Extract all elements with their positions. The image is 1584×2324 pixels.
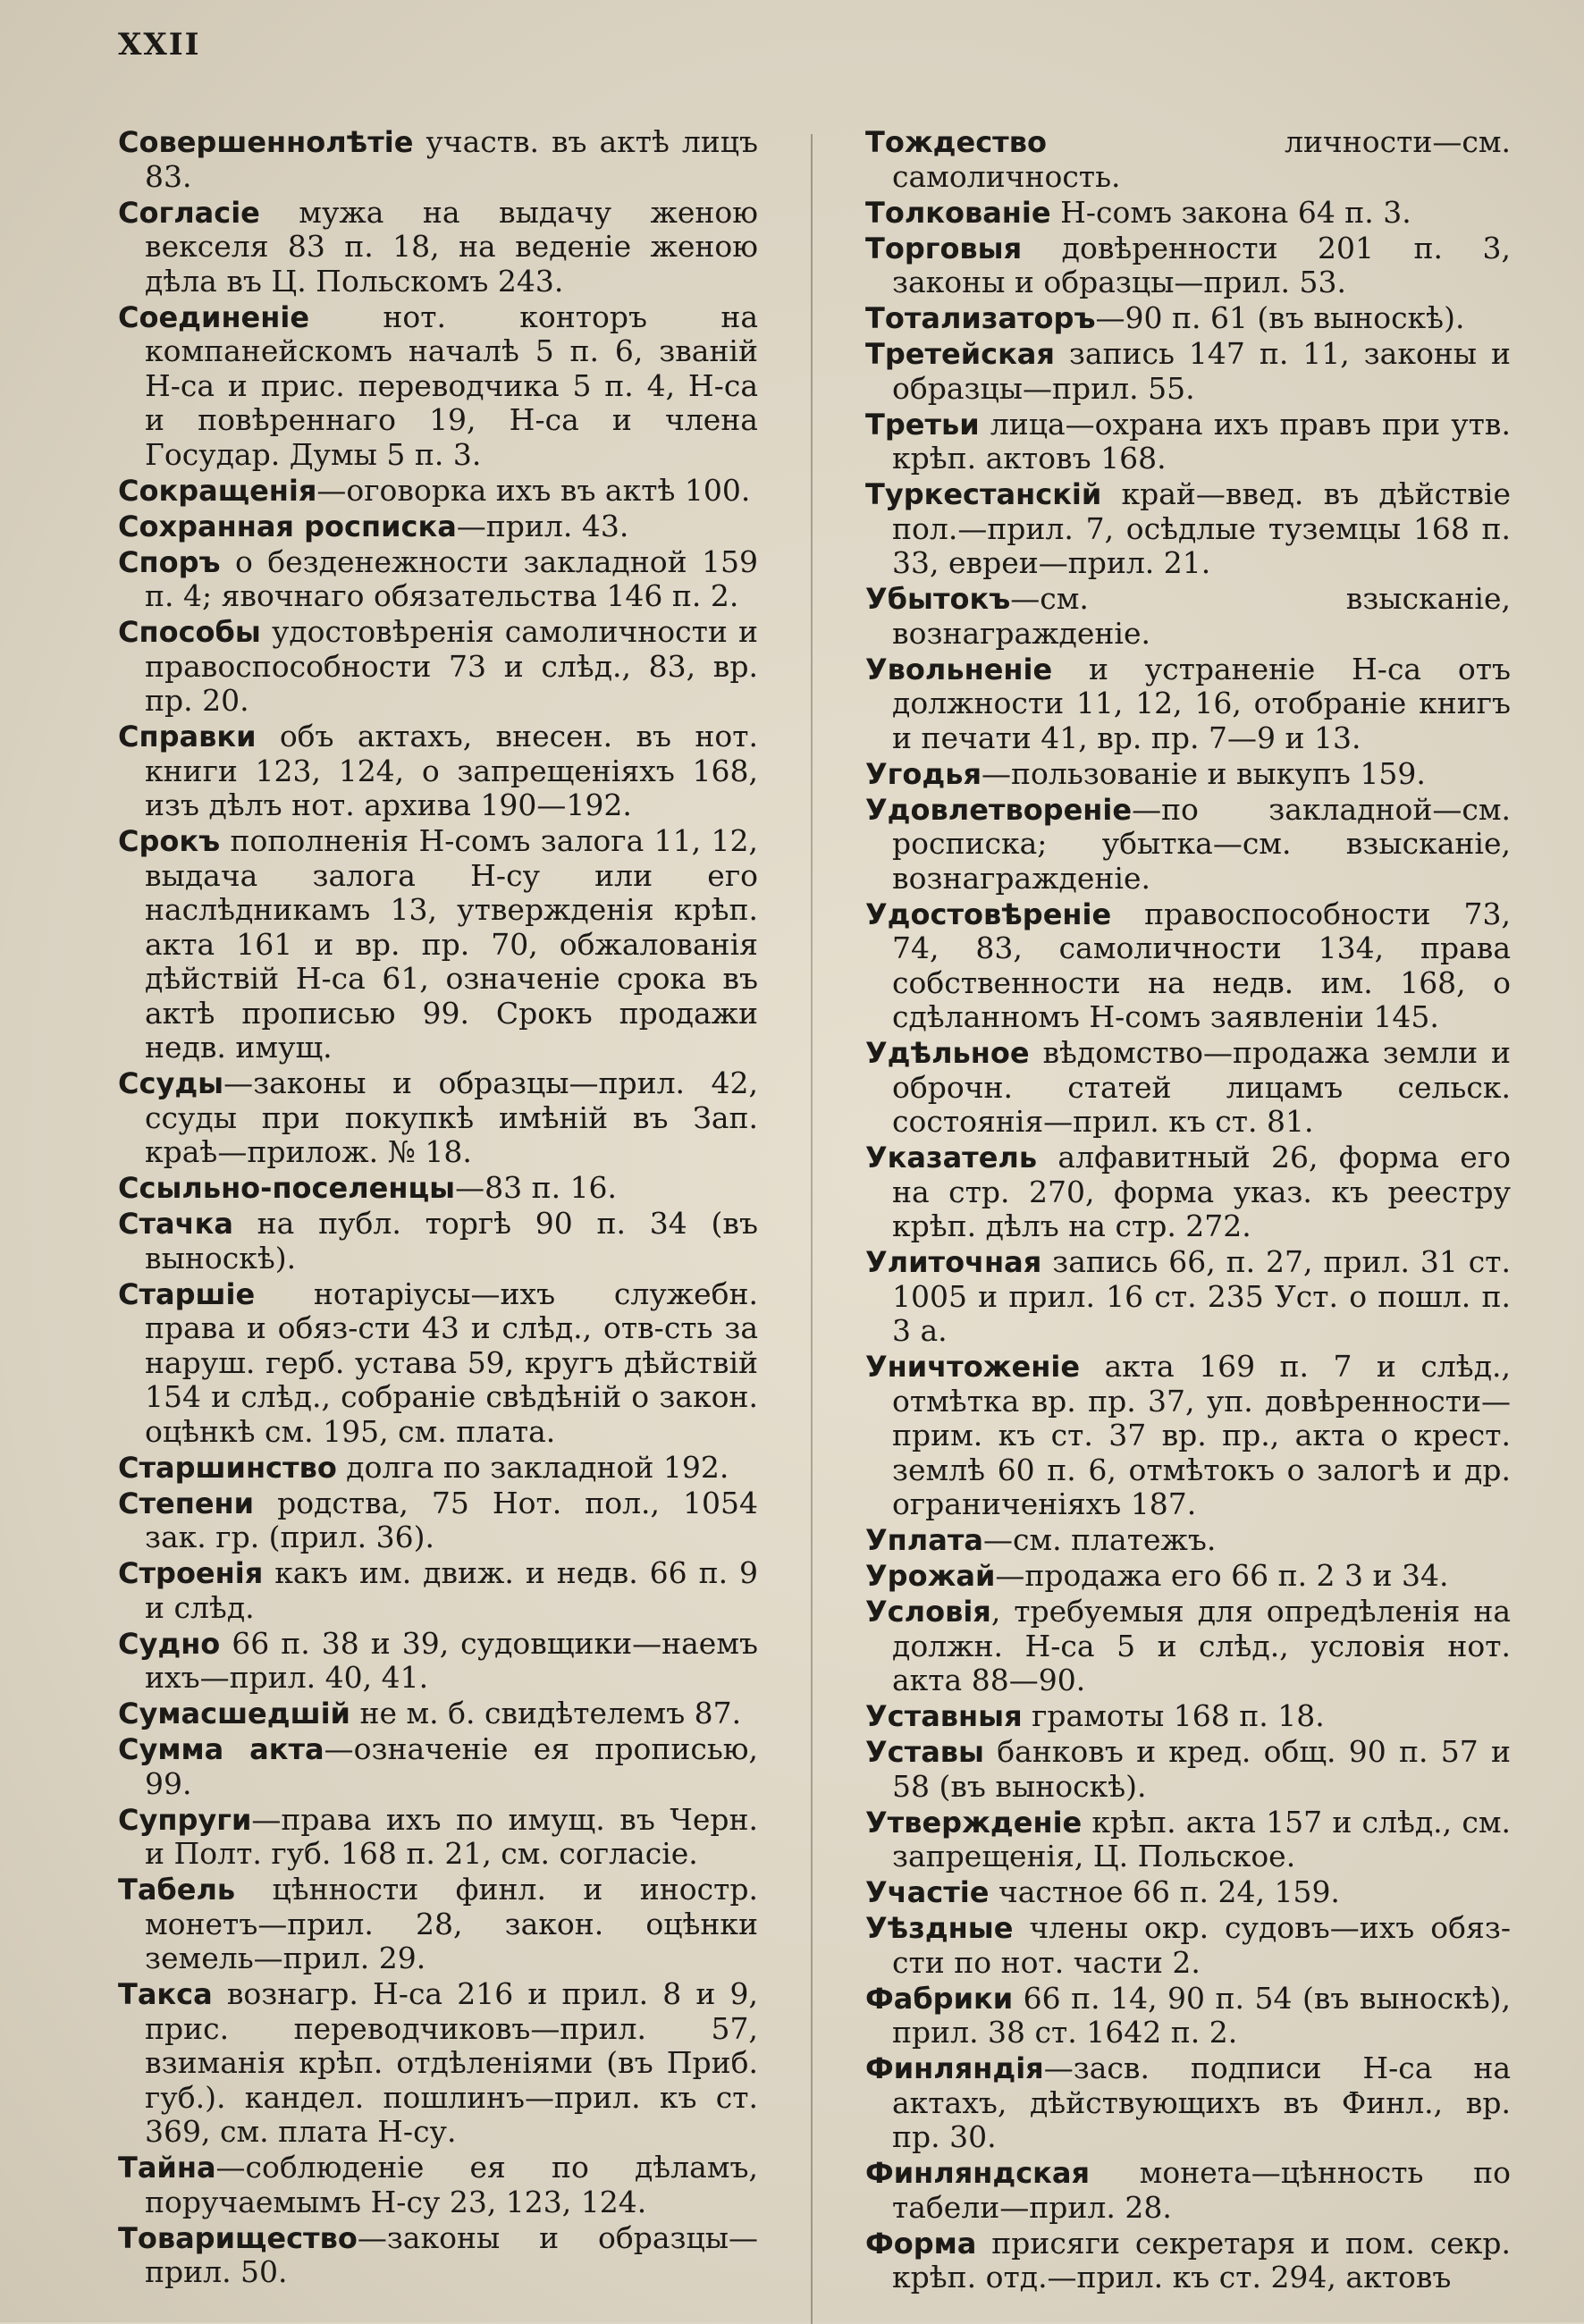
index-entry bbox=[865, 1699, 1511, 1734]
index-entry bbox=[118, 1556, 758, 1625]
index-entry bbox=[118, 1697, 758, 1731]
index-entry bbox=[865, 1141, 1511, 1244]
index-entry bbox=[118, 1171, 758, 1206]
index-entry bbox=[118, 1486, 758, 1555]
index-entry-text: запись 147 п. 11, законы и образцы—прил. 55. bbox=[892, 336, 1511, 406]
index-entry-text: о безденежности закладной 159 п. 4; явочнаго обязательства 146 п. 2. bbox=[145, 543, 758, 613]
index-entry-text: монета—цѣнность по табели—прил. 28. bbox=[892, 2155, 1511, 2225]
index-entry bbox=[865, 1911, 1511, 1980]
index-entry-text: запись 66, п. 27, прил. 31 ст. 1005 и прил. 16 ст. 235 Уст. о пошл. п. 3 а. bbox=[892, 1244, 1511, 1348]
index-entry-text: —засв. подписи Н-са на актахъ, дѣйствующихъ въ Финл., вр. пр. 30. bbox=[892, 2050, 1511, 2154]
index-entry-text: —прил. 43. bbox=[456, 508, 629, 543]
index-entry-heading: Урожай bbox=[865, 1559, 996, 1593]
index-entry bbox=[865, 757, 1511, 792]
index-entry-text: нот. конторъ на компанейскомъ началѣ 5 п. 6, званій Н-са и прис. переводчика 5 п. 4, Н-са и повѣреннаго 19, Н-са и члена Государ. Думы 5 п. 3. bbox=[145, 299, 758, 472]
index-entry-heading: Указатель bbox=[865, 1141, 1038, 1175]
index-entry-text: край—введ. въ дѣйствіе пол.—прил. 7, осѣдлые туземцы 168 п. 33, евреи—прил. 21. bbox=[892, 476, 1511, 580]
index-entry bbox=[118, 474, 758, 509]
index-entry-text: объ актахъ, внесен. въ нот. книги 123, 124, о запрещеніяхъ 168, изъ дѣлъ нот. архива 190—192. bbox=[145, 719, 758, 822]
index-entry-text: —см. взысканіе, вознагражденіе. bbox=[892, 581, 1511, 651]
index-entry-heading: Согласіе bbox=[118, 195, 260, 230]
index-entry-text: —права ихъ по имущ. въ Черн. и Полт. губ. 168 п. 21, см. согласіе. bbox=[145, 1801, 758, 1871]
index-entry bbox=[865, 196, 1511, 231]
index-entry-heading: Убытокъ bbox=[865, 582, 1011, 616]
index-entry bbox=[118, 1732, 758, 1801]
index-entry-heading: Фабрики bbox=[865, 1981, 1014, 2016]
index-entry-text: грамоты 168 п. 18. bbox=[1022, 1698, 1325, 1733]
index-entry bbox=[865, 582, 1511, 651]
index-entry-heading: Форма bbox=[865, 2226, 977, 2261]
index-entry bbox=[118, 1803, 758, 1872]
index-entry-text: —оговорка ихъ въ актѣ 100. bbox=[316, 472, 751, 508]
index-entry-heading: Товарищество bbox=[118, 2220, 358, 2255]
index-entry-text: —90 п. 61 (въ выноскѣ). bbox=[1095, 300, 1465, 335]
index-entry-text: —пользованіе и выкупъ 159. bbox=[982, 755, 1426, 791]
index-entry-heading: Тайна bbox=[118, 2151, 216, 2185]
index-entry-heading: Табель bbox=[118, 1873, 236, 1907]
index-entry bbox=[865, 1559, 1511, 1594]
index-entry bbox=[118, 2151, 758, 2219]
index-entry-text: —законы и образцы—прил. 50. bbox=[145, 2219, 758, 2289]
index-entry-text: правоспособности 73, 74, 83, самоличности 134, права собственности на недв. им. 168, о сдѣланномъ Н-сомъ заявленіи 145. bbox=[892, 896, 1511, 1034]
index-entry-heading: Увольненіе bbox=[865, 652, 1053, 686]
index-entry bbox=[118, 1277, 758, 1450]
index-entry-heading: Туркестанскій bbox=[865, 477, 1102, 511]
index-entry-heading: Сумасшедшій bbox=[118, 1697, 350, 1730]
index-entry-text: какъ им. движ. и недв. 66 п. 9 и слѣд. bbox=[145, 1555, 758, 1625]
index-entry-text: цѣнности финл. и иностр. монетъ—прил. 28, закон. оцѣнки земель—прил. 29. bbox=[145, 1872, 758, 1975]
index-entry-heading: Степени bbox=[118, 1486, 255, 1520]
index-entry bbox=[118, 720, 758, 823]
index-entry-text: частное 66 п. 24, 159. bbox=[989, 1874, 1340, 1909]
index-entry-text: мужа на выдачу женою векселя 83 п. 18, на веденіе женою дѣла въ Ц. Польскомъ 243. bbox=[145, 194, 758, 299]
index-entry-text: личности—см. самоличность. bbox=[892, 124, 1511, 194]
index-entry-heading: Старшіе bbox=[118, 1276, 256, 1311]
index-entry bbox=[118, 1977, 758, 2150]
index-entry-heading: Третьи bbox=[865, 407, 980, 442]
index-entry-text: —продажа его 66 п. 2 3 и 34. bbox=[995, 1558, 1449, 1593]
index-entry-heading: Уплата bbox=[865, 1523, 983, 1557]
index-entry-heading: Сохранная росписка bbox=[118, 509, 457, 543]
index-entry-text: родства, 75 Нот. пол., 1054 зак. гр. (прил. 36). bbox=[145, 1485, 758, 1554]
index-entry bbox=[865, 125, 1511, 194]
index-entry-heading: Старшинство bbox=[118, 1450, 337, 1485]
left-column bbox=[118, 125, 758, 2291]
index-entry bbox=[865, 2051, 1511, 2155]
index-entry-heading: Финляндская bbox=[865, 2156, 1091, 2190]
index-entry-text: участв. въ актѣ лицъ 83. bbox=[145, 124, 758, 194]
index-entry bbox=[865, 337, 1511, 406]
index-entry bbox=[865, 1245, 1511, 1349]
index-entry-heading: Соединеніе bbox=[118, 299, 310, 334]
column-divider bbox=[811, 134, 813, 2324]
index-entry-text: вознагр. Н-са 216 и прил. 8 и 9, прис. переводчиковъ—прил. 57, взиманія крѣп. отдѣленіями (въ Приб. губ.). кандел. пошлинъ—прил. къ ст. 369, см. плата Н-су. bbox=[145, 1976, 758, 2149]
index-entry-text: пополненія Н-сомъ залога 11, 12, выдача залога Н-су или его наслѣдникамъ 13, утвержденія крѣп. акта 161 и вр. пр. 70, обжалованія дѣйствій Н-са 61, означеніе срока въ актѣ прописью 99. Срокъ продажи недв. имущ. bbox=[145, 823, 758, 1065]
index-entry-heading: Судно bbox=[118, 1626, 221, 1661]
index-entry-text: Н-сомъ закона 64 п. 3. bbox=[1050, 194, 1411, 230]
page-number: XXII bbox=[118, 27, 201, 63]
index-entry bbox=[865, 897, 1511, 1035]
index-entry bbox=[118, 1207, 758, 1276]
index-entry-text: не м. б. свидѣтелемъ 87. bbox=[350, 1696, 742, 1730]
index-entry bbox=[865, 793, 1511, 897]
index-entry-heading: Совершеннолѣтіе bbox=[118, 125, 414, 159]
index-entry bbox=[118, 1451, 758, 1486]
index-entry bbox=[865, 408, 1511, 476]
index-entry-text: нотаріусы—ихъ служебн. права и обяз-сти 43 и слѣд., отв-сть за наруш. герб. устава 59, кругъ дѣйствій 154 и слѣд., собраніе свѣдѣній о закон. оцѣнкѣ см. 195, см. плата. bbox=[145, 1276, 758, 1449]
index-entry-heading: Условія bbox=[865, 1595, 991, 1629]
index-entry bbox=[118, 196, 758, 299]
index-entry-text: —по закладной—см. росписка; убытка—см. взысканіе, вознагражденіе. bbox=[892, 791, 1511, 896]
index-entry bbox=[865, 232, 1511, 300]
index-entry-heading: Удовлетвореніе bbox=[865, 792, 1133, 827]
index-entry-heading: Строенія bbox=[118, 1556, 264, 1590]
index-entry bbox=[865, 653, 1511, 756]
index-entry bbox=[118, 615, 758, 719]
index-entry-heading: Третейская bbox=[865, 337, 1055, 371]
index-entry bbox=[865, 1806, 1511, 1874]
index-entry bbox=[865, 1735, 1511, 1804]
index-entry-text: довѣренности 201 п. 3, законы и образцы—прил. 53. bbox=[892, 230, 1511, 299]
index-entry bbox=[118, 125, 758, 194]
index-entry-heading: Ссыльно-поселенцы bbox=[118, 1171, 456, 1205]
index-entry-heading: Утвержденіе bbox=[865, 1805, 1083, 1840]
index-entry-heading: Справки bbox=[118, 720, 257, 754]
index-entry-heading: Такса bbox=[118, 1977, 213, 2011]
index-entry-heading: Стачка bbox=[118, 1207, 233, 1241]
index-entry-text: —означеніе ея прописью, 99. bbox=[145, 1731, 759, 1801]
index-entry-text: , требуемыя для опредѣленія на должн. Н-са 5 и слѣд., условія нот. акта 88—90. bbox=[892, 1594, 1511, 1697]
index-entry-text: 66 п. 14, 90 п. 54 (въ выноскѣ), прил. 38 ст. 1642 п. 2. bbox=[892, 1980, 1511, 2050]
index-entry bbox=[118, 1066, 758, 1170]
index-entry-text: алфавитный 26, форма его на стр. 270, форма указ. къ реестру крѣп. дѣлъ на стр. 272. bbox=[892, 1140, 1511, 1243]
index-entry-heading: Споръ bbox=[118, 544, 221, 579]
index-entry-heading: Уѣздные bbox=[865, 1911, 1014, 1945]
index-entry-heading: Улиточная bbox=[865, 1245, 1042, 1279]
index-entry-text: лица—охрана ихъ правъ при утв. крѣп. актовъ 168. bbox=[892, 406, 1511, 476]
index-entry bbox=[865, 477, 1511, 581]
index-entry bbox=[865, 1036, 1511, 1140]
index-entry-heading: Удостовѣреніе bbox=[865, 897, 1112, 931]
index-entry-heading: Финляндія bbox=[865, 2051, 1044, 2085]
index-entry-heading: Угодья bbox=[865, 756, 982, 791]
index-entry-heading: Уставы bbox=[865, 1735, 984, 1769]
index-entry bbox=[865, 1523, 1511, 1558]
index-entry bbox=[118, 1627, 758, 1696]
index-entry bbox=[118, 509, 758, 544]
index-entry-text: удостовѣренія самоличности и правоспособности 73 и слѣд., 83, вр. пр. 20. bbox=[145, 614, 758, 718]
index-entry bbox=[865, 301, 1511, 336]
index-entry-text: —законы и образцы—прил. 42, ссуды при покупкѣ имѣній въ Зап. краѣ—прилож. № 18. bbox=[145, 1065, 758, 1169]
index-entry bbox=[865, 1350, 1511, 1522]
index-entry bbox=[865, 1595, 1511, 1698]
index-entry-text: —83 п. 16. bbox=[455, 1170, 618, 1205]
index-entry-heading: Супруги bbox=[118, 1802, 252, 1837]
index-entry-heading: Удѣльное bbox=[865, 1036, 1030, 1070]
index-entry bbox=[118, 2221, 758, 2290]
index-entry bbox=[865, 2227, 1511, 2295]
index-entry-text: 66 п. 38 и 39, судовщики—наемъ ихъ—прил. 40, 41. bbox=[145, 1625, 758, 1695]
index-entry-text: крѣп. акта 157 и слѣд., см. запрещенія, Ц. Польское. bbox=[892, 1804, 1511, 1874]
index-entry-heading: Способы bbox=[118, 615, 261, 649]
index-entry-text: на публ. торгѣ 90 п. 34 (въ выноскѣ). bbox=[145, 1206, 758, 1276]
index-entry bbox=[118, 300, 758, 473]
index-entry-heading: Участіе bbox=[865, 1875, 990, 1909]
right-column bbox=[865, 125, 1511, 2296]
index-entry-heading: Срокъ bbox=[118, 824, 221, 858]
index-entry-heading: Уставныя bbox=[865, 1699, 1023, 1733]
index-entry-text: присяги секретаря и пом. секр. крѣп. отд.—прил. къ ст. 294, актовъ bbox=[892, 2225, 1511, 2295]
index-entry-heading: Толкованіе bbox=[865, 195, 1051, 230]
index-entry-text: долга по закладной 192. bbox=[336, 1449, 729, 1485]
index-entry-heading: Тотализаторъ bbox=[865, 301, 1096, 335]
index-entry-text: вѣдомство—продажа земли и оброчн. статей лицамъ сельск. состоянія—прил. къ ст. 81. bbox=[892, 1035, 1511, 1139]
index-entry-heading: Тождество bbox=[865, 125, 1047, 159]
index-entry-text: банковъ и кред. общ. 90 п. 57 и 58 (въ выноскѣ). bbox=[892, 1734, 1511, 1804]
index-entry bbox=[118, 545, 758, 614]
index-entry-heading: Сокращенія bbox=[118, 473, 317, 508]
index-entry bbox=[118, 824, 758, 1065]
index-entry-text: —см. платежъ. bbox=[982, 1522, 1217, 1557]
index-entry bbox=[865, 1982, 1511, 2050]
index-entry-heading: Ссуды bbox=[118, 1066, 224, 1100]
index-entry-text: и устраненіе Н-са отъ должности 11, 12, 16, отобраніе книгъ и печати 41, вр. пр. 7—9 и 13. bbox=[892, 651, 1511, 755]
index-entry-heading: Торговыя bbox=[865, 231, 1023, 265]
index-entry bbox=[865, 2156, 1511, 2225]
index-entry-heading: Уничтоженіе bbox=[865, 1350, 1081, 1384]
index-entry-heading: Сумма акта bbox=[118, 1732, 324, 1766]
index-entry bbox=[865, 1875, 1511, 1910]
index-entry bbox=[118, 1873, 758, 1976]
index-entry-text: —соблюденіе ея по дѣламъ, поручаемымъ Н-су 23, 123, 124. bbox=[145, 2150, 758, 2219]
index-entry-text: члены окр. судовъ—ихъ обяз-сти по нот. части 2. bbox=[892, 1910, 1511, 1980]
index-entry-text: акта 169 п. 7 и слѣд., отмѣтка вр. пр. 37, уп. довѣренности—прим. къ ст. 37 вр. пр., акта о крест. землѣ 60 п. 6, отмѣтокъ о залогѣ и др. ограниченіяхъ 187. bbox=[892, 1349, 1511, 1521]
